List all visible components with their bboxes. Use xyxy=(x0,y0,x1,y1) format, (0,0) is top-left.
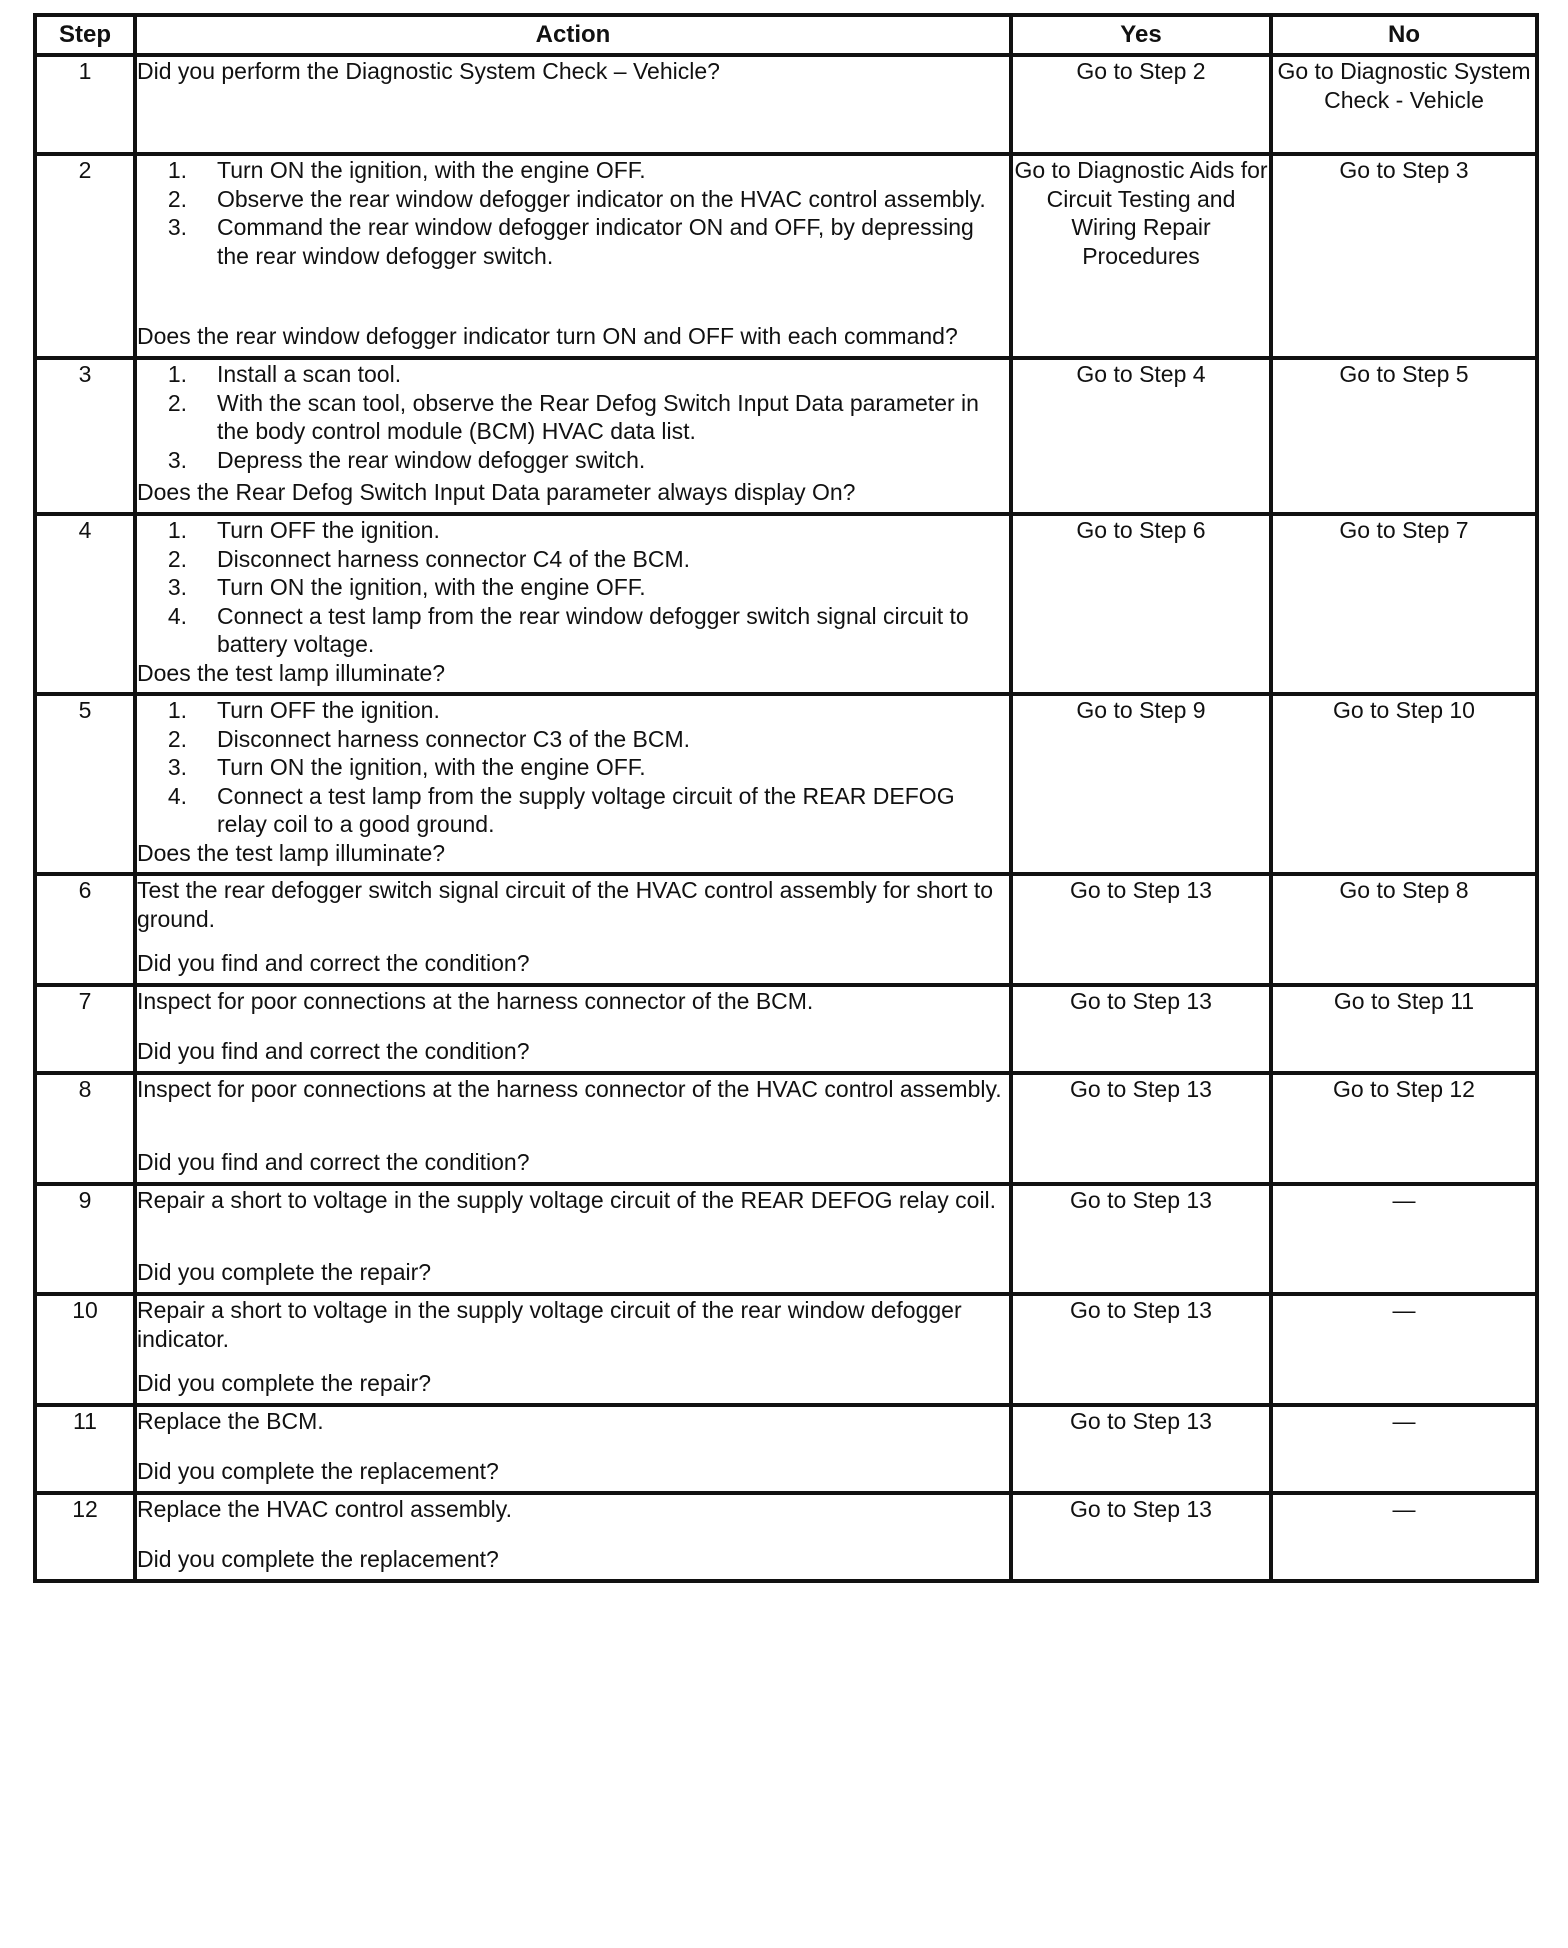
yes-outcome: Go to Step 13 xyxy=(1011,1294,1271,1405)
action-cell xyxy=(135,985,1011,1073)
list-item-number: 1. xyxy=(167,361,187,387)
list-item-number: 2. xyxy=(167,185,187,212)
action-top xyxy=(137,156,1009,270)
table-row xyxy=(35,874,1537,985)
action-cell xyxy=(135,1184,1011,1294)
action-cell xyxy=(135,514,1011,694)
action-question: Did you find and correct the condition? xyxy=(137,1148,530,1175)
list-item-text: With the scan tool, observe the Rear Defog Switch Input Data parameter in the body control module (BCM) HVAC data list. xyxy=(217,389,979,444)
list-item-text: Install a scan tool. xyxy=(217,361,402,387)
header-row xyxy=(35,15,1537,55)
no-outcome: Go to Step 8 xyxy=(1271,874,1537,985)
action-question: Did you complete the replacement? xyxy=(137,1457,499,1484)
action-top xyxy=(137,1075,1009,1104)
list-item-text: Connect a test lamp from the supply voltage circuit of the REAR DEFOG relay coil to a good ground. xyxy=(217,782,955,837)
yes-outcome: Go to Step 13 xyxy=(1011,985,1271,1073)
action-question: Did you find and correct the condition? xyxy=(137,949,530,976)
table-row xyxy=(35,985,1537,1073)
action-cell xyxy=(135,1294,1011,1405)
yes-outcome: Go to Step 13 xyxy=(1011,1493,1271,1581)
action-instruction: Replace the BCM. xyxy=(137,1408,324,1434)
header-action: Action xyxy=(135,15,1011,55)
list-item-text: Turn ON the ignition, with the engine OFF. xyxy=(217,754,646,780)
action-steps-list xyxy=(137,696,1009,839)
list-item-number: 3. xyxy=(167,446,187,473)
action-instruction: Repair a short to voltage in the supply voltage circuit of the REAR DEFOG relay coil. xyxy=(137,1187,997,1213)
list-item xyxy=(137,185,1009,214)
action-content xyxy=(137,987,1009,1065)
action-content xyxy=(137,360,1009,506)
table-row xyxy=(35,154,1537,358)
list-item-number: 3. xyxy=(167,754,187,780)
list-item xyxy=(137,573,1009,602)
step-number: 8 xyxy=(35,1073,135,1184)
action-question: Does the test lamp illuminate? xyxy=(137,659,446,686)
list-item-text: Disconnect harness connector C4 of the BCM. xyxy=(217,545,691,572)
list-item-text: Disconnect harness connector C3 of the BCM. xyxy=(217,725,691,752)
list-item xyxy=(137,213,1009,270)
action-content xyxy=(137,1296,1009,1397)
step-number: 7 xyxy=(35,985,135,1073)
list-item-number: 3. xyxy=(167,214,187,240)
action-question: Did you find and correct the condition? xyxy=(137,1037,530,1064)
action-top xyxy=(137,516,1009,659)
action-cell xyxy=(135,358,1011,514)
no-outcome: — xyxy=(1271,1294,1537,1405)
action-cell xyxy=(135,874,1011,985)
table-row xyxy=(35,1493,1537,1581)
step-number: 2 xyxy=(35,154,135,358)
yes-outcome: Go to Step 13 xyxy=(1011,1405,1271,1493)
step-number: 4 xyxy=(35,514,135,694)
list-item xyxy=(137,782,1009,839)
action-instruction: Replace the HVAC control assembly. xyxy=(137,1496,512,1522)
list-item-text: Turn OFF the ignition. xyxy=(217,517,440,543)
action-question: Did you complete the repair? xyxy=(137,1258,432,1285)
header-no: No xyxy=(1271,15,1537,55)
action-content xyxy=(137,57,1009,146)
action-instruction: Inspect for poor connections at the harness connector of the HVAC control assembly. xyxy=(137,1076,1002,1102)
list-item-number: 4. xyxy=(167,782,187,809)
yes-outcome: Go to Step 2 xyxy=(1011,55,1271,154)
diagnostic-table xyxy=(33,13,1539,1583)
action-question: Does the rear window defogger indicator turn ON and OFF with each command? xyxy=(137,322,958,349)
table-row xyxy=(35,1184,1537,1294)
step-number: 12 xyxy=(35,1493,135,1581)
action-cell xyxy=(135,1073,1011,1184)
table-row xyxy=(35,694,1537,874)
list-item-text: Connect a test lamp from the rear window defogger switch signal circuit to battery voltage. xyxy=(217,602,969,657)
action-cell xyxy=(135,694,1011,874)
action-content xyxy=(137,1407,1009,1485)
action-top xyxy=(137,1407,1009,1436)
action-top xyxy=(137,1296,1009,1353)
action-top xyxy=(137,696,1009,839)
table-row xyxy=(35,1405,1537,1493)
list-item-text: Turn OFF the ignition. xyxy=(217,697,440,723)
table-row xyxy=(35,514,1537,694)
yes-outcome: Go to Step 6 xyxy=(1011,514,1271,694)
action-top xyxy=(137,360,1009,474)
list-item-text: Turn ON the ignition, with the engine OFF. xyxy=(217,574,646,600)
step-number: 1 xyxy=(35,55,135,154)
list-item-number: 3. xyxy=(167,574,187,600)
no-outcome: Go to Step 10 xyxy=(1271,694,1537,874)
action-question: Does the test lamp illuminate? xyxy=(137,839,446,866)
action-instruction: Inspect for poor connections at the harness connector of the BCM. xyxy=(137,988,814,1014)
list-item-text: Command the rear window defogger indicator ON and OFF, by depressing the rear window defogger switch. xyxy=(217,214,974,269)
action-content xyxy=(137,1186,1009,1286)
no-outcome: — xyxy=(1271,1493,1537,1581)
yes-outcome: Go to Step 13 xyxy=(1011,1184,1271,1294)
list-item-number: 4. xyxy=(167,602,187,629)
list-item xyxy=(137,516,1009,545)
list-item xyxy=(137,446,1009,475)
action-steps-list xyxy=(137,156,1009,270)
list-item xyxy=(137,753,1009,782)
action-cell xyxy=(135,1493,1011,1581)
list-item-text: Observe the rear window defogger indicator on the HVAC control assembly. xyxy=(217,185,986,212)
yes-outcome: Go to Diagnostic Aids for Circuit Testing and Wiring Repair Procedures xyxy=(1011,154,1271,358)
action-content xyxy=(137,876,1009,977)
list-item xyxy=(137,696,1009,725)
list-item xyxy=(137,389,1009,446)
no-outcome: Go to Step 12 xyxy=(1271,1073,1537,1184)
yes-outcome: Go to Step 9 xyxy=(1011,694,1271,874)
no-outcome: Go to Step 7 xyxy=(1271,514,1537,694)
list-item xyxy=(137,360,1009,389)
action-content xyxy=(137,1075,1009,1176)
action-question: Did you complete the repair? xyxy=(137,1369,432,1396)
action-instruction: Repair a short to voltage in the supply voltage circuit of the rear window defogger indicator. xyxy=(137,1297,962,1352)
action-top xyxy=(137,57,1009,86)
no-outcome: Go to Diagnostic System Check - Vehicle xyxy=(1271,55,1537,154)
no-outcome: — xyxy=(1271,1405,1537,1493)
action-cell xyxy=(135,1405,1011,1493)
list-item-number: 2. xyxy=(167,545,187,572)
table-row xyxy=(35,358,1537,514)
action-content xyxy=(137,156,1009,350)
action-steps-list xyxy=(137,516,1009,659)
action-content xyxy=(137,696,1009,866)
list-item-text: Turn ON the ignition, with the engine OFF. xyxy=(217,157,646,183)
step-number: 9 xyxy=(35,1184,135,1294)
no-outcome: Go to Step 5 xyxy=(1271,358,1537,514)
yes-outcome: Go to Step 13 xyxy=(1011,1073,1271,1184)
action-cell xyxy=(135,154,1011,358)
table-row xyxy=(35,55,1537,154)
action-instruction: Test the rear defogger switch signal circuit of the HVAC control assembly for short to ground. xyxy=(137,877,994,932)
list-item-number: 1. xyxy=(167,157,187,183)
action-top xyxy=(137,876,1009,933)
yes-outcome: Go to Step 13 xyxy=(1011,874,1271,985)
list-item xyxy=(137,545,1009,574)
step-number: 6 xyxy=(35,874,135,985)
table-row xyxy=(35,1073,1537,1184)
action-content xyxy=(137,1495,1009,1573)
no-outcome: Go to Step 3 xyxy=(1271,154,1537,358)
table-row xyxy=(35,1294,1537,1405)
action-instruction: Did you perform the Diagnostic System Check – Vehicle? xyxy=(137,58,720,84)
list-item-number: 1. xyxy=(167,697,187,723)
list-item xyxy=(137,725,1009,754)
step-number: 10 xyxy=(35,1294,135,1405)
header-yes: Yes xyxy=(1011,15,1271,55)
list-item-number: 1. xyxy=(167,517,187,543)
list-item xyxy=(137,156,1009,185)
action-question: Does the Rear Defog Switch Input Data parameter always display On? xyxy=(137,478,856,505)
action-top xyxy=(137,987,1009,1016)
list-item xyxy=(137,602,1009,659)
action-steps-list xyxy=(137,360,1009,474)
header-step: Step xyxy=(35,15,135,55)
list-item-text: Depress the rear window defogger switch. xyxy=(217,446,646,473)
step-number: 5 xyxy=(35,694,135,874)
list-item-number: 2. xyxy=(167,389,187,416)
action-content xyxy=(137,516,1009,686)
yes-outcome: Go to Step 4 xyxy=(1011,358,1271,514)
step-number: 11 xyxy=(35,1405,135,1493)
no-outcome: — xyxy=(1271,1184,1537,1294)
action-top xyxy=(137,1495,1009,1524)
action-question: Did you complete the replacement? xyxy=(137,1545,499,1572)
action-cell xyxy=(135,55,1011,154)
no-outcome: Go to Step 11 xyxy=(1271,985,1537,1073)
list-item-number: 2. xyxy=(167,725,187,752)
step-number: 3 xyxy=(35,358,135,514)
action-top xyxy=(137,1186,1009,1215)
